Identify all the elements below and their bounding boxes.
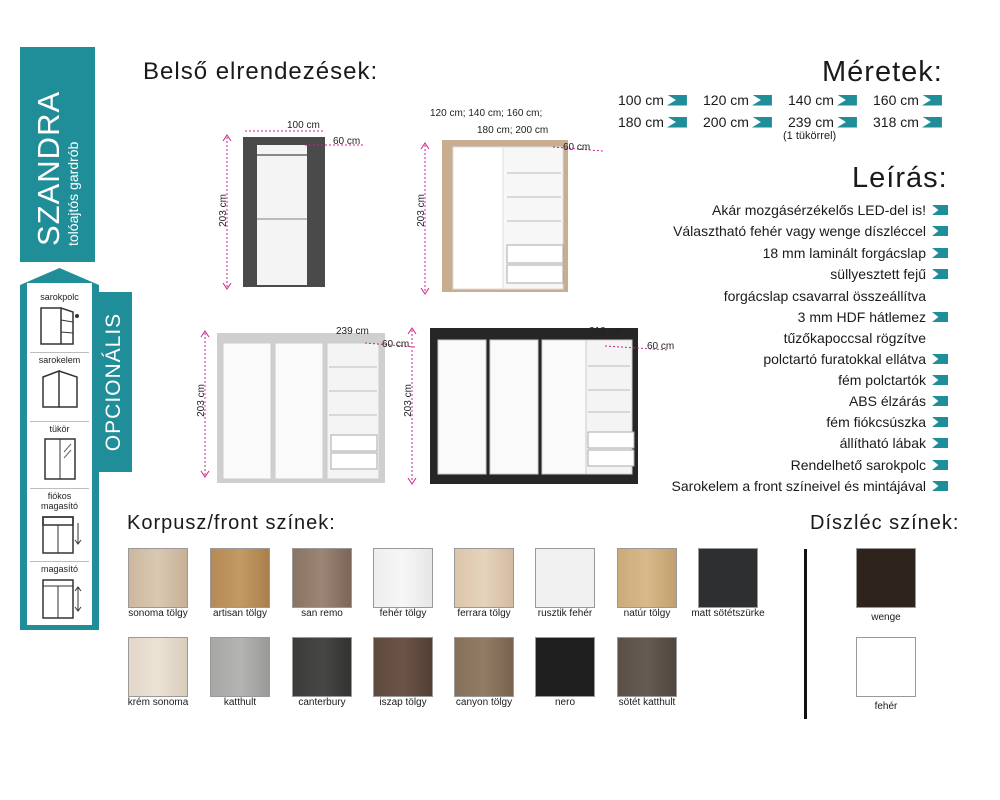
swatch-label: iszap tölgy	[379, 697, 427, 708]
size-item: 239 cm	[788, 114, 863, 130]
size-item: 200 cm	[703, 114, 778, 130]
swatch-chip[interactable]	[617, 548, 677, 608]
swatch-label: sonoma tölgy	[128, 608, 188, 619]
description-title: Leírás:	[852, 162, 948, 194]
mirror-icon	[37, 436, 83, 482]
description-item: ABS élzárás	[849, 393, 948, 409]
optional-item-label: sarokelem	[38, 355, 81, 365]
dimension-width: 100 cm	[287, 120, 320, 131]
flag-icon	[932, 269, 948, 279]
dimension-width: 318 cm	[589, 326, 622, 337]
dimension-width: 180 cm; 200 cm	[477, 125, 549, 136]
optional-item-label: tükör	[49, 424, 70, 434]
description-item: süllyesztett fejű	[830, 266, 948, 282]
wardrobe-diagram-120-200	[415, 135, 605, 300]
optional-item-extension	[30, 562, 89, 624]
optional-item-drawer-extension	[30, 489, 89, 562]
trim-swatch[interactable]	[856, 548, 941, 623]
flag-icon	[932, 375, 948, 385]
flag-icon	[932, 438, 948, 448]
swatch-chip[interactable]	[856, 548, 916, 608]
description-item: polctartó furatokkal ellátva	[763, 351, 948, 367]
flag-icon	[932, 417, 948, 427]
swatch-chip[interactable]	[454, 637, 514, 697]
wardrobe-diagram-318	[400, 320, 670, 490]
flag-icon	[932, 312, 948, 322]
flag-icon	[932, 481, 948, 491]
swatch-label: rusztik fehér	[537, 608, 593, 619]
swatch-chip[interactable]	[128, 548, 188, 608]
swatch-chip[interactable]	[617, 637, 677, 697]
swatch-chip[interactable]	[128, 637, 188, 697]
description-item: Sarokelem a front színeivel és mintájával	[672, 478, 948, 494]
swatch-chip[interactable]	[454, 548, 514, 608]
size-item: 180 cm	[618, 114, 693, 130]
optional-item-label: magasító	[40, 564, 79, 574]
divider	[804, 549, 807, 719]
dimension-height: 203 cm	[195, 384, 207, 417]
dimension-height: 203 cm	[402, 384, 414, 417]
swatch-chip[interactable]	[373, 637, 433, 697]
dimension-depth: 60 cm	[563, 142, 591, 153]
flag-icon	[932, 354, 948, 364]
swatch-label: artisan tölgy	[213, 608, 267, 619]
size-item: 318 cm	[873, 114, 948, 130]
drawer-extension-icon	[37, 513, 83, 557]
swatch-label: san remo	[301, 608, 343, 619]
optional-item-label: sarokpolc	[40, 292, 79, 302]
swatch-label: canyon tölgy	[455, 697, 513, 708]
flag-icon	[922, 95, 942, 106]
description-item: tűzőkapoccsal rögzítve	[783, 330, 926, 346]
swatch-chip[interactable]	[210, 548, 270, 608]
swatch-label: ferrara tölgy	[457, 608, 511, 619]
corner-shelf-icon	[37, 304, 83, 348]
dimension-depth: 60 cm	[382, 339, 410, 350]
brand-banner	[20, 47, 95, 262]
swatch-chip[interactable]	[698, 548, 758, 608]
description-item: Akár mozgásérzékelős LED-del is!	[712, 202, 948, 218]
swatch-label: canterbury	[298, 697, 346, 708]
flag-icon	[922, 117, 942, 128]
optional-item-label: fiókos magasító	[40, 491, 79, 511]
description-item: 18 mm laminált forgácslap	[763, 245, 948, 261]
description-item: fém fiókcsúszka	[826, 414, 948, 430]
trim-colors-title: Díszléc színek:	[810, 512, 960, 534]
swatch-label: sötét katthult	[618, 697, 676, 708]
description-item: Választható fehér vagy wenge díszléccel	[673, 223, 948, 239]
optional-label-box	[96, 292, 132, 472]
swatch-chip[interactable]	[292, 548, 352, 608]
flag-icon	[667, 95, 687, 106]
size-item: 100 cm	[618, 92, 693, 108]
layouts-title: Belső elrendezések:	[143, 58, 379, 85]
swatch-label: natúr tölgy	[623, 608, 671, 619]
swatch-chip[interactable]	[535, 548, 595, 608]
swatch-label: katthult	[223, 697, 257, 708]
flag-icon	[837, 117, 857, 128]
swatch-label: matt sötétszürke	[691, 608, 765, 619]
description-item: forgácslap csavarral összeállítva	[723, 288, 926, 304]
swatch-label: krém sonoma	[127, 697, 189, 708]
size-item: 120 cm	[703, 92, 778, 108]
flag-icon	[932, 205, 948, 215]
swatch-chip[interactable]	[535, 637, 595, 697]
description-item: Rendelhető sarokpolc	[791, 457, 948, 473]
swatch-label: fehér tölgy	[379, 608, 427, 619]
brand-subtitle: tolóajtós gardrób	[65, 141, 81, 246]
extension-icon	[37, 576, 83, 622]
optional-label: OPCIONÁLIS	[102, 312, 125, 452]
corner-element-icon	[37, 367, 83, 411]
swatch-chip[interactable]	[373, 548, 433, 608]
optional-item-mirror	[30, 422, 89, 489]
flag-icon	[752, 117, 772, 128]
size-note: (1 tükörrel)	[783, 130, 837, 142]
optional-item-corner-element	[30, 353, 89, 422]
flag-icon	[932, 226, 948, 236]
swatch-label: fehér	[874, 701, 898, 712]
swatch-chip[interactable]	[210, 637, 270, 697]
trim-swatch[interactable]	[856, 637, 941, 712]
color-swatch[interactable]	[691, 548, 783, 619]
swatch-label: nero	[554, 697, 575, 708]
swatch-chip[interactable]	[856, 637, 916, 697]
swatch-chip[interactable]	[292, 637, 352, 697]
size-item: 160 cm	[873, 92, 948, 108]
flag-icon	[667, 117, 687, 128]
description-item: állítható lábak	[840, 435, 948, 451]
flag-icon	[932, 396, 948, 406]
optional-item-corner-shelf	[30, 290, 89, 353]
dimension-depth: 60 cm	[333, 136, 361, 147]
color-swatch[interactable]	[617, 637, 702, 708]
flag-icon	[837, 95, 857, 106]
size-item: 140 cm	[788, 92, 863, 108]
swatch-label: wenge	[871, 612, 901, 623]
dimension-height: 203 cm	[217, 194, 229, 227]
dimension-height: 203 cm	[415, 194, 427, 227]
description-item: fém polctartók	[838, 372, 948, 388]
sizes-title: Méretek:	[822, 56, 943, 88]
flag-icon	[932, 248, 948, 258]
flag-icon	[752, 95, 772, 106]
description-item: 3 mm HDF hátlemez	[798, 309, 948, 325]
dimension-width: 239 cm	[336, 326, 369, 337]
body-colors-title: Korpusz/front színek:	[127, 512, 336, 534]
flag-icon	[932, 460, 948, 470]
dimension-depth: 60 cm	[647, 341, 675, 352]
brand-title: SZANDRA	[31, 90, 66, 246]
dimension-width: 120 cm; 140 cm; 160 cm;	[430, 108, 543, 119]
